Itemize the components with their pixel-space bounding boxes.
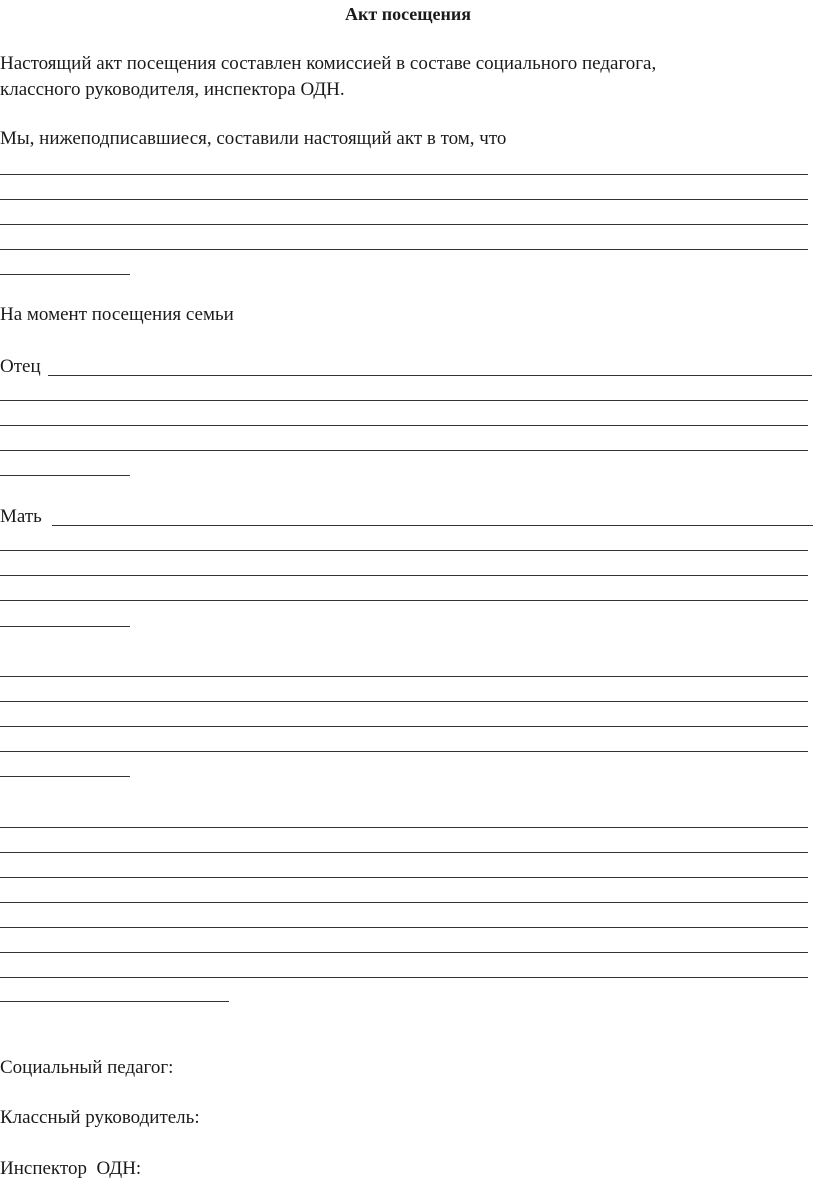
blank-line-medium[interactable]	[0, 1001, 229, 1002]
blank-line-short[interactable]	[0, 274, 130, 275]
blank-line[interactable]	[0, 751, 808, 752]
statement-text: Мы, нижеподписавшиеся, составили настоящий акт в том, что	[0, 128, 507, 149]
blank-line-short[interactable]	[0, 626, 130, 627]
blank-line[interactable]	[0, 550, 808, 551]
blank-line-short[interactable]	[0, 475, 130, 476]
blank-line[interactable]	[0, 977, 808, 978]
blank-line-short[interactable]	[0, 776, 130, 777]
blank-line[interactable]	[0, 827, 808, 828]
visit-heading: На момент посещения семьи	[0, 304, 234, 325]
blank-line[interactable]	[0, 877, 808, 878]
father-field-line[interactable]	[48, 375, 812, 376]
signature-social-pedagogue: Социальный педагог:	[0, 1057, 174, 1078]
blank-line[interactable]	[0, 726, 808, 727]
blank-line[interactable]	[0, 450, 808, 451]
blank-line[interactable]	[0, 952, 808, 953]
blank-line[interactable]	[0, 701, 808, 702]
intro-line-1: Настоящий акт посещения составлен комиссией в составе социального педагога,	[0, 53, 657, 74]
blank-line[interactable]	[0, 249, 808, 250]
intro-line-2: классного руководителя, инспектора ОДН.	[0, 79, 345, 100]
blank-line[interactable]	[0, 927, 808, 928]
blank-line[interactable]	[0, 199, 808, 200]
blank-line[interactable]	[0, 676, 808, 677]
father-label: Отец	[0, 356, 41, 377]
blank-line[interactable]	[0, 174, 808, 175]
blank-line[interactable]	[0, 400, 808, 401]
signature-inspector: Инспектор ОДН:	[0, 1158, 142, 1179]
blank-line[interactable]	[0, 224, 808, 225]
blank-line[interactable]	[0, 575, 808, 576]
signature-class-teacher: Классный руководитель:	[0, 1107, 200, 1128]
mother-field-line[interactable]	[52, 525, 813, 526]
blank-line[interactable]	[0, 425, 808, 426]
blank-line[interactable]	[0, 852, 808, 853]
blank-line[interactable]	[0, 600, 808, 601]
document-title: Акт посещения	[345, 4, 471, 24]
blank-line[interactable]	[0, 902, 808, 903]
mother-label: Мать	[0, 506, 42, 527]
